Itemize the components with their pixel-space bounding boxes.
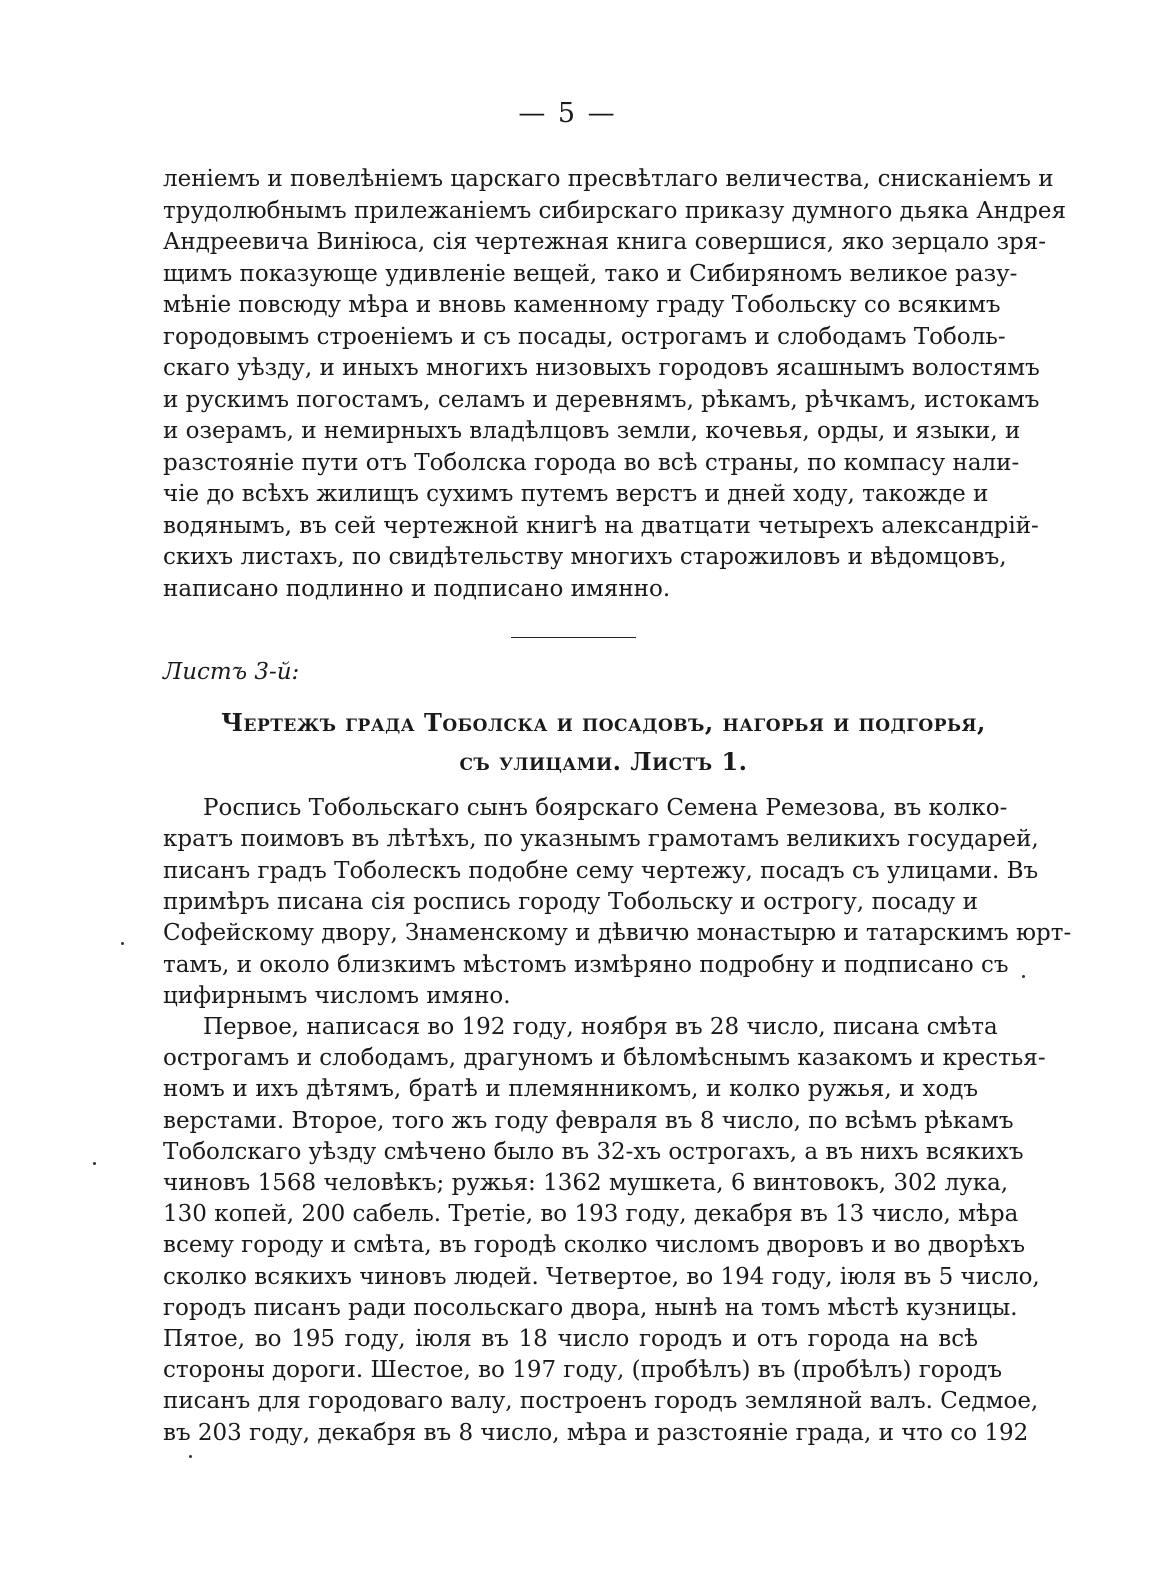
text-line: и рускимъ погостамъ, селамъ и деревнямъ, рѣкамъ, рѣчкамъ, истокамъ: [163, 386, 1040, 413]
text-line: всему городу и смѣта, въ городѣ сколко числомъ дворовъ и во дворѣхъ: [163, 1232, 1025, 1259]
text-line: щимъ показующе удивленіе вещей, тако и Сибиряномъ великое разу-: [163, 260, 1018, 287]
text-line: скаго уѣзду, и иныхъ многихъ низовыхъ городовъ ясашнымъ волостямъ: [163, 355, 1040, 381]
section-heading-line-1: Чертежъ града Тоболска и посадовъ, нагорья и подгорья,: [221, 708, 986, 737]
text-line: кратъ поимовъ въ лѣтѣхъ, по указнымъ грамотамъ великихъ государей,: [163, 826, 1039, 853]
text-line: писанъ для городоваго валу, построенъ городъ земляной валъ. Седмое,: [163, 1388, 1039, 1415]
text-line: разстояніе пути отъ Тоболска города во всѣ страны, по компасу нали-: [163, 449, 1020, 476]
sheet-label: Листъ 3-й:: [163, 659, 300, 685]
text-line: Пятое, во 195 году, іюля въ 18 число городъ и отъ города на всѣ: [163, 1326, 978, 1352]
text-line: чіе до всѣхъ жилищъ сухимъ путемъ верстъ и дней ходу, такожде и: [163, 481, 989, 507]
text-line: сколко всякихъ чиновъ людей. Четвертое, во 194 году, іюля въ 5 число,: [163, 1263, 1040, 1290]
text-line: писанъ градъ Тоболескъ подобне сему чертежу, посадъ съ улицами. Въ: [163, 857, 1039, 884]
text-line: леніемъ и повелѣніемъ царскаго пресвѣтлаго величества, снисканіемъ и: [163, 166, 1054, 192]
text-line: Тоболскаго уѣзду смѣчено было въ 32-хъ острогахъ, а въ нихъ всякихъ: [163, 1138, 1024, 1165]
text-line: Андреевича Виніюса, сія чертежная книга совершися, яко зерцало зря-: [163, 229, 1047, 255]
text-line: цифирнымъ числомъ имяно.: [163, 982, 511, 1009]
text-line: чиновъ 1568 человѣкъ; ружья: 1362 мушкета, 6 винтовокъ, 302 лука,: [163, 1170, 1009, 1196]
text-line: мѣніе повсюду мѣра и вновь каменному граду Тобольску со всякимъ: [163, 292, 1001, 318]
text-line: острогамъ и слободамъ, драгуномъ и бѣломѣснымъ казакомъ и крестья-: [163, 1045, 1046, 1072]
text-line: скихъ листахъ, по свидѣтельству многихъ старожиловъ и вѣдомцовъ,: [163, 544, 1007, 570]
text-line: трудолюбнымъ прилежаніемъ сибирскаго приказу думного дьяка Андрея: [163, 197, 1067, 224]
print-speck: [121, 942, 124, 945]
text-line: 130 копей, 200 сабель. Третіе, во 193 году, декабря въ 13 число, мѣра: [163, 1201, 1019, 1228]
text-line: въ 203 году, декабря въ 8 число, мѣра и разстояніе града, и что со 192: [163, 1419, 1029, 1446]
text-line: тамъ, и около близкимъ мѣстомъ измѣряно подробну и подписано съ: [163, 951, 1009, 978]
page-number: — 5 —: [518, 98, 617, 129]
print-speck: [1022, 975, 1025, 978]
text-line: номъ и ихъ дѣтямъ, братѣ и племянникомъ, и колко ружья, и ходъ: [163, 1076, 978, 1103]
print-speck: [189, 1455, 192, 1458]
text-line: верстами. Второе, того жъ году февраля въ 8 число, по всѣмъ рѣкамъ: [163, 1107, 1014, 1134]
section-divider: [511, 637, 636, 638]
text-line: городовымъ строеніемъ и съ посады, острогамъ и слободамъ Тоболь-: [163, 323, 1006, 350]
text-line: Софейскому двору, Знаменскому и дѣвичю монастырю и татарскимъ юрт-: [163, 920, 1072, 947]
print-speck: [93, 1162, 96, 1165]
text-line: Роспись Тобольскаго сынъ боярскаго Семена Ремезова, въ колко-: [203, 795, 1008, 821]
text-line: написано подлинно и подписано имянно.: [163, 575, 671, 602]
text-line: городъ писанъ ради посольскаго двора, нынѣ на томъ мѣстѣ кузницы.: [163, 1294, 1018, 1321]
section-heading-line-2: съ улицами. Листъ 1.: [459, 747, 748, 776]
text-line: водянымъ, въ сей чертежной книгѣ на дватцати четырехъ александрій-: [163, 512, 1039, 539]
text-line: стороны дороги. Шестое, во 197 году, (пробѣлъ) въ (пробѣлъ) городъ: [163, 1357, 1003, 1384]
text-line: и озерамъ, и немирныхъ владѣлцовъ земли, кочевья, орды, и языки, и: [163, 418, 1021, 444]
text-line: Первое, написася во 192 году, ноября въ 28 число, писана смѣта: [203, 1014, 998, 1040]
text-line: примѣръ писана сія роспись городу Тобольску и острогу, посаду и: [163, 888, 978, 915]
